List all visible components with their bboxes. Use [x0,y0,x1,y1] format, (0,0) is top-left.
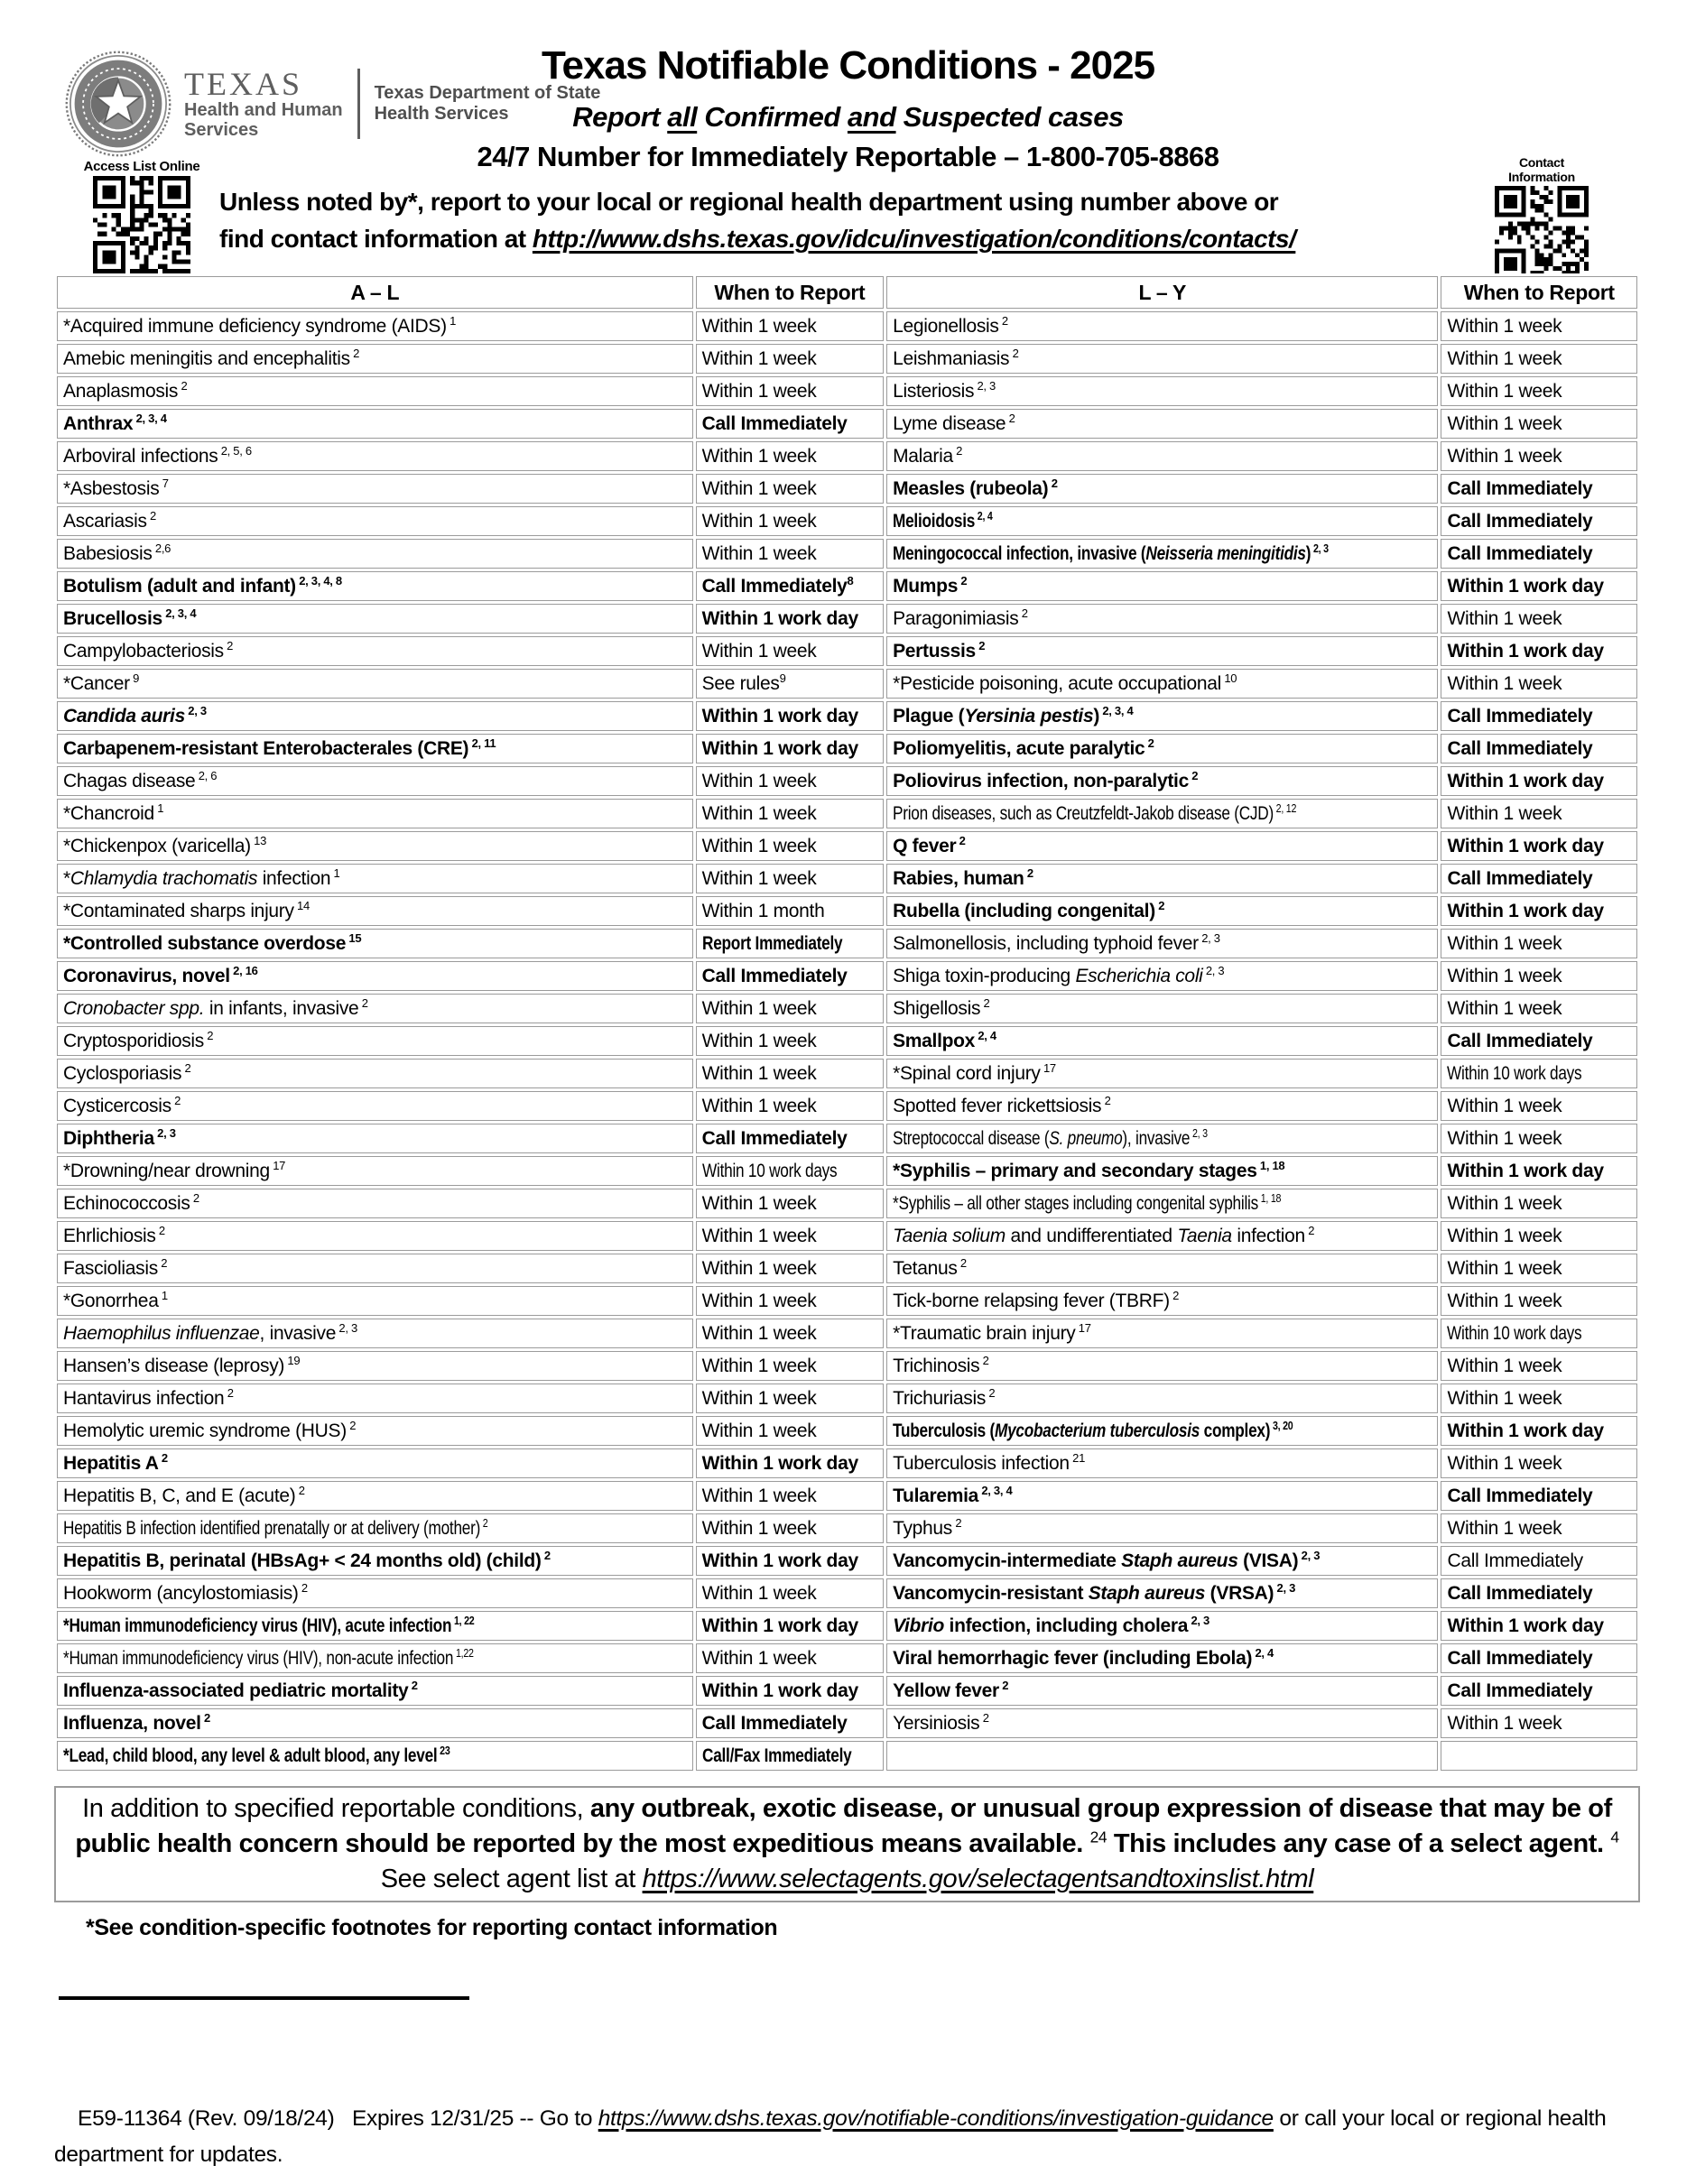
when-to-report-cell: Within 1 week [1441,929,1637,958]
table-row [57,734,1637,763]
when-to-report-cell: Call Immediately [1441,1578,1637,1608]
when-to-report-cell [1441,1741,1637,1771]
condition-cell: Viral hemorrhagic fever (including Ebola) $^{2, 4}$ [886,1643,1438,1673]
condition-cell: Salmonellosis, including typhoid fever $^{2, 3}$ [886,929,1438,958]
reporting-instruction: Unless noted by*, report to your local or regional health department using number above or find contact information at http://www.dshs.texas.gov/idcu/investigation/conditions/contacts/ [219,188,1296,253]
subtitle: Report all Confirmed and Suspected cases [572,101,1124,133]
table-row [57,701,1637,731]
table-row [57,409,1637,439]
footnote-separator [59,1996,469,2000]
condition-cell: *Lead, child blood, any level & adult blood, any level $^{23}$ [57,1741,693,1771]
condition-cell: Shigellosis $^2$ [886,994,1438,1023]
when-to-report-cell: Call Immediately [696,961,884,991]
when-to-report-cell: Within 1 week [1441,1384,1637,1413]
when-to-report-cell: Within 1 work day [696,1676,884,1706]
condition-cell: Paragonimiasis $^2$ [886,604,1438,634]
condition-cell: Yersiniosis $^2$ [886,1708,1438,1738]
table-row [57,1741,1637,1771]
condition-cell: Streptococcal disease (S. pneumo), invasive $^{2, 3}$ [886,1124,1438,1153]
table-row [57,1254,1637,1283]
condition-cell: Coronavirus, novel $^{2, 16}$ [57,961,693,991]
condition-cell: Mumps $^2$ [886,571,1438,601]
table-row [57,961,1637,991]
when-to-report-cell: Call/Fax Immediately [696,1741,884,1771]
table-row [57,766,1637,796]
condition-cell: Tularemia $^{2, 3, 4}$ [886,1481,1438,1511]
condition-cell: Chagas disease $^{2, 6}$ [57,766,693,796]
table-row [57,929,1637,958]
when-to-report-cell: Within 1 week [1441,1189,1637,1218]
when-to-report-cell: Within 1 week [696,539,884,569]
when-to-report-cell: Call Immediately [1441,734,1637,763]
when-to-report-cell: Within 1 week [696,1286,884,1316]
when-to-report-cell: Call Immediately$^8$ [696,571,884,601]
condition-cell: Fascioliasis $^2$ [57,1254,693,1283]
when-to-report-cell: Within 1 week [696,1026,884,1056]
table-row [57,1416,1637,1446]
table-row [57,1091,1637,1121]
condition-cell: Malaria $^2$ [886,441,1438,471]
condition-cell: Tuberculosis infection $^{21}$ [886,1448,1438,1478]
condition-cell: Echinococcosis $^2$ [57,1189,693,1218]
condition-cell: Spotted fever rickettsiosis $^2$ [886,1091,1438,1121]
condition-cell: Hantavirus infection $^2$ [57,1384,693,1413]
condition-cell: Vibrio infection, including cholera $^{2, 3}$ [886,1611,1438,1641]
when-to-report-cell: Within 1 week [696,864,884,893]
table-row [57,344,1637,374]
condition-cell: Tuberculosis (Mycobacterium tuberculosis complex) $^{3, 20}$ [886,1416,1438,1446]
condition-cell: Cyclosporiasis $^2$ [57,1059,693,1088]
when-to-report-cell: Within 1 week [1441,994,1637,1023]
notifiable-conditions-table [54,273,1640,1773]
when-to-report-cell: Within 1 work day [1441,1156,1637,1186]
condition-cell: *Syphilis – all other stages including congenital syphilis $^{1, 18}$ [886,1189,1438,1218]
condition-cell: Anthrax $^{2, 3, 4}$ [57,409,693,439]
condition-cell: Hepatitis B infection identified prenatally or at delivery (mother) $^2$ [57,1513,693,1543]
investigation-guidance-link[interactable]: https://www.dshs.texas.gov/notifiable-conditions/investigation-guidance [598,2106,1274,2131]
when-to-report-cell: Call Immediately [1441,1546,1637,1576]
when-to-report-cell: Within 1 week [1441,1708,1637,1738]
table-row [57,1124,1637,1153]
table-row [57,1026,1637,1056]
condition-cell: Cysticercosis $^2$ [57,1091,693,1121]
when-to-report-cell: Within 10 work days [1441,1319,1637,1348]
table-row [57,1286,1637,1316]
column-header-a-l: A – L [57,276,693,309]
when-to-report-cell: Call Immediately [1441,864,1637,893]
table-row [57,1676,1637,1706]
qr-contact-info-label: Contact Information [1508,155,1575,184]
table-header-row [57,276,1637,309]
qr-access-list-code-icon [83,176,200,273]
condition-cell: Measles (rubeola) $^2$ [886,474,1438,504]
condition-cell: Poliovirus infection, non-paralytic $^2$ [886,766,1438,796]
when-to-report-cell: Within 1 week [696,1059,884,1088]
condition-cell: *Spinal cord injury $^{17}$ [886,1059,1438,1088]
when-to-report-cell: Within 1 week [1441,1221,1637,1251]
condition-cell: Prion diseases, such as Creutzfeldt-Jakob disease (CJD) $^{2, 12}$ [886,799,1438,828]
condition-cell: Cryptosporidiosis $^2$ [57,1026,693,1056]
footnote-text: *See condition-specific footnotes for reporting contact information [86,1915,778,1940]
hhs-wordmark: TEXAS Health and Human Services [184,65,343,141]
condition-cell: Influenza, novel $^2$ [57,1708,693,1738]
condition-cell: *Chancroid $^1$ [57,799,693,828]
condition-cell: *Gonorrhea $^1$ [57,1286,693,1316]
condition-cell: Amebic meningitis and encephalitis $^2$ [57,344,693,374]
condition-cell: *Chickenpox (varicella) $^{13}$ [57,831,693,861]
when-to-report-cell: Within 1 week [696,1416,884,1446]
when-to-report-cell: Within 1 work day [1441,766,1637,796]
condition-cell: Lyme disease $^2$ [886,409,1438,439]
when-to-report-cell: Report Immediately [696,929,884,958]
when-to-report-cell: Within 1 week [696,1578,884,1608]
when-to-report-cell: Within 1 week [696,1643,884,1673]
when-to-report-cell: Call Immediately [1441,1026,1637,1056]
condition-cell: Tick-borne relapsing fever (TBRF) $^2$ [886,1286,1438,1316]
table-row [57,1481,1637,1511]
when-to-report-cell: Within 1 week [1441,604,1637,634]
condition-cell: Rabies, human $^2$ [886,864,1438,893]
table-row [57,1221,1637,1251]
column-header-when-left: When to Report [696,276,884,309]
when-to-report-cell: Within 1 week [696,1384,884,1413]
when-to-report-cell: Within 1 week [696,506,884,536]
table-row [57,1059,1637,1088]
table-row [57,441,1637,471]
when-to-report-cell: Within 1 week [696,1254,884,1283]
condition-cell: Babesiosis $^{2,6}$ [57,539,693,569]
when-to-report-cell: Within 1 work day [696,734,884,763]
when-to-report-cell: Within 1 week [696,766,884,796]
qr-contact-info [1487,155,1596,280]
when-to-report-cell: Within 1 week [696,636,884,666]
when-to-report-cell: Call Immediately [696,409,884,439]
condition-cell: Leishmaniasis $^2$ [886,344,1438,374]
table-row [57,1156,1637,1186]
when-to-report-cell: Within 1 week [696,994,884,1023]
when-to-report-cell: Within 1 work day [696,701,884,731]
when-to-report-cell: Within 1 week [696,344,884,374]
when-to-report-cell: Call Immediately [696,1124,884,1153]
table-row [57,539,1637,569]
when-to-report-cell: Within 1 week [1441,441,1637,471]
condition-cell: Poliomyelitis, acute paralytic $^2$ [886,734,1438,763]
when-to-report-cell: Within 1 week [696,474,884,504]
condition-cell: Rubella (including congenital) $^2$ [886,896,1438,926]
condition-cell: *Human immunodeficiency virus (HIV), non-acute infection $^{1,22}$ [57,1643,693,1673]
page-title: Texas Notifiable Conditions - 2025 [541,43,1155,88]
condition-cell: Hepatitis A $^2$ [57,1448,693,1478]
condition-cell: *Traumatic brain injury $^{17}$ [886,1319,1438,1348]
when-to-report-cell: Call Immediately [1441,1643,1637,1673]
when-to-report-cell: Call Immediately [1441,701,1637,731]
condition-cell: Carbapenem-resistant Enterobacterales (CRE) $^{2, 11}$ [57,734,693,763]
condition-cell: Trichuriasis $^2$ [886,1384,1438,1413]
when-to-report-cell: Within 1 week [696,799,884,828]
when-to-report-cell: Call Immediately [1441,1481,1637,1511]
when-to-report-cell: Within 1 week [1441,1513,1637,1543]
condition-cell: *Acquired immune deficiency syndrome (AIDS) $^1$ [57,311,693,341]
condition-cell: *Cancer $^9$ [57,669,693,699]
when-to-report-cell: Call Immediately [696,1708,884,1738]
when-to-report-cell: Within 1 work day [696,1546,884,1576]
condition-cell: Hemolytic uremic syndrome (HUS) $^2$ [57,1416,693,1446]
condition-cell: Cronobacter spp. in infants, invasive $^2$ [57,994,693,1023]
when-to-report-cell: Within 1 work day [1441,1611,1637,1641]
table-row [57,506,1637,536]
condition-cell: Plague (Yersinia pestis) $^{2, 3, 4}$ [886,701,1438,731]
condition-cell: *Drowning/near drowning $^{17}$ [57,1156,693,1186]
table-row [57,864,1637,893]
condition-cell: Trichinosis $^2$ [886,1351,1438,1381]
when-to-report-cell: Within 1 week [1441,409,1637,439]
condition-cell: *Pesticide poisoning, acute occupational $^{10}$ [886,669,1438,699]
table-row [57,1351,1637,1381]
table-row [57,994,1637,1023]
table-row [57,1578,1637,1608]
when-to-report-cell: Within 1 week [1441,799,1637,828]
table-row [57,896,1637,926]
condition-cell: Vancomycin-intermediate Staph aureus (VISA) $^{2, 3}$ [886,1546,1438,1576]
condition-cell: Anaplasmosis $^2$ [57,376,693,406]
when-to-report-cell: Within 1 week [696,441,884,471]
table-row [57,636,1637,666]
table-row [57,1189,1637,1218]
condition-cell: *Human immunodeficiency virus (HIV), acute infection $^{1, 22}$ [57,1611,693,1641]
table-row [57,376,1637,406]
when-to-report-cell: Within 1 week [1441,376,1637,406]
when-to-report-cell: Within 1 week [1441,1091,1637,1121]
condition-cell: Q fever $^2$ [886,831,1438,861]
when-to-report-cell: Within 1 work day [1441,896,1637,926]
table-row [57,1546,1637,1576]
condition-cell: Legionellosis $^2$ [886,311,1438,341]
when-to-report-cell: Within 1 week [696,376,884,406]
when-to-report-cell: Within 1 week [1441,961,1637,991]
table-row [57,311,1637,341]
when-to-report-cell: Within 1 work day [1441,831,1637,861]
column-header-l-y: L – Y [886,276,1438,309]
condition-cell: Vancomycin-resistant Staph aureus (VRSA) $^{2, 3}$ [886,1578,1438,1608]
table-row [57,604,1637,634]
table-row [57,1611,1637,1641]
when-to-report-cell: Within 1 week [696,1091,884,1121]
when-to-report-cell: Within 1 week [696,1513,884,1543]
when-to-report-cell: Within 1 week [696,1221,884,1251]
when-to-report-cell: Within 1 month [696,896,884,926]
when-to-report-cell: See rules$^9$ [696,669,884,699]
condition-cell: Hookworm (ancylostomiasis) $^2$ [57,1578,693,1608]
when-to-report-cell: Within 10 work days [1441,1059,1637,1088]
condition-cell: *Contaminated sharps injury $^{14}$ [57,896,693,926]
condition-cell: Arboviral infections $^{2, 5, 6}$ [57,441,693,471]
table-row [57,1643,1637,1673]
condition-cell: Ehrlichiosis $^2$ [57,1221,693,1251]
condition-cell: Hansen’s disease (leprosy) $^{19}$ [57,1351,693,1381]
condition-cell: Hepatitis B, C, and E (acute) $^2$ [57,1481,693,1511]
document-footer: E59-11364 (Rev. 09/18/24) Expires 12/31/25 -- Go to https://www.dshs.texas.gov/notifiable-conditions/investigation-guidance or call your local or regional health department for updates. [54,2106,1612,2167]
table-row [57,799,1637,828]
when-to-report-cell: Call Immediately [1441,539,1637,569]
table-row [57,1708,1637,1738]
when-to-report-cell: Call Immediately [1441,474,1637,504]
hotline-number: 24/7 Number for Immediately Reportable – 1-800-705-8868 [477,141,1219,172]
qr-contact-info-code-icon [1487,186,1596,280]
condition-cell: Yellow fever $^2$ [886,1676,1438,1706]
when-to-report-cell: Within 1 week [1441,1351,1637,1381]
condition-cell: *Chlamydia trachomatis infection $^1$ [57,864,693,893]
when-to-report-cell: Call Immediately [1441,506,1637,536]
condition-cell: Typhus $^2$ [886,1513,1438,1543]
when-to-report-cell: Within 1 week [1441,1448,1637,1478]
qr-access-list-label: Access List Online [83,159,200,174]
contacts-link[interactable]: http://www.dshs.texas.gov/idcu/investigation/conditions/contacts/ [532,225,1296,253]
condition-cell: Melioidosis $^{2, 4}$ [886,506,1438,536]
when-to-report-cell: Within 1 work day [1441,571,1637,601]
table-row [57,1384,1637,1413]
hhs-name: TEXAS [184,65,302,102]
when-to-report-cell: Within 1 week [1441,669,1637,699]
condition-cell: Taenia solium and undifferentiated Taenia infection $^2$ [886,1221,1438,1251]
when-to-report-cell: Within 1 work day [696,1611,884,1641]
when-to-report-cell: Within 10 work days [696,1156,884,1186]
table-row [57,669,1637,699]
condition-cell: *Syphilis – primary and secondary stages $^{1, 18}$ [886,1156,1438,1186]
qr-access-list [83,159,200,273]
condition-cell: Ascariasis $^2$ [57,506,693,536]
condition-cell: Diphtheria $^{2, 3}$ [57,1124,693,1153]
table-row [57,1448,1637,1478]
condition-cell: *Asbestosis $^7$ [57,474,693,504]
when-to-report-cell: Within 1 week [1441,1124,1637,1153]
when-to-report-cell: Within 1 week [1441,311,1637,341]
condition-cell: *Controlled substance overdose $^{15}$ [57,929,693,958]
outbreak-notice: In addition to specified reportable conditions, any outbreak, exotic disease, or unusual group expression of disease that may be of public health concern should be reported by the most expeditious means available. $^{24}$ This includes any case of a select agent. $^4$ See select agent list at https://www.selectagents.gov/selectagentsandtoxinslist.html [54,1786,1640,1902]
condition-cell: Campylobacteriosis $^2$ [57,636,693,666]
condition-cell: Botulism (adult and infant) $^{2, 3, 4, 8}$ [57,571,693,601]
condition-cell: Listeriosis $^{2, 3}$ [886,376,1438,406]
condition-cell: Pertussis $^2$ [886,636,1438,666]
when-to-report-cell: Within 1 week [696,1189,884,1218]
when-to-report-cell: Within 1 week [1441,1286,1637,1316]
condition-cell: Smallpox $^{2, 4}$ [886,1026,1438,1056]
when-to-report-cell: Within 1 week [1441,1254,1637,1283]
table-row [57,474,1637,504]
when-to-report-cell: Within 1 week [1441,344,1637,374]
condition-cell: Hepatitis B, perinatal (HBsAg+ < 24 months old) (child) $^2$ [57,1546,693,1576]
dshs-wordmark: Texas Department of State Health Services [374,83,601,124]
when-to-report-cell: Within 1 week [696,1351,884,1381]
condition-cell: Shiga toxin-producing Escherichia coli $^{2, 3}$ [886,961,1438,991]
select-agent-link[interactable]: https://www.selectagents.gov/selectagentsandtoxinslist.html [642,1865,1314,1893]
condition-cell: Meningococcal infection, invasive (Neisseria meningitidis) $^{2, 3}$ [886,539,1438,569]
when-to-report-cell: Within 1 work day [1441,636,1637,666]
column-header-when-right: When to Report [1441,276,1637,309]
table-row [57,831,1637,861]
when-to-report-cell: Within 1 week [696,311,884,341]
when-to-report-cell: Within 1 week [696,831,884,861]
table-row [57,571,1637,601]
condition-cell: Brucellosis $^{2, 3, 4}$ [57,604,693,634]
condition-cell: Influenza-associated pediatric mortality $^2$ [57,1676,693,1706]
condition-cell: Haemophilus influenzae, invasive $^{2, 3}$ [57,1319,693,1348]
condition-cell [886,1741,1438,1771]
when-to-report-cell: Within 1 work day [696,604,884,634]
table-row [57,1513,1637,1543]
when-to-report-cell: Within 1 week [696,1481,884,1511]
when-to-report-cell: Call Immediately [1441,1676,1637,1706]
table-row [57,1319,1637,1348]
when-to-report-cell: Within 1 work day [696,1448,884,1478]
when-to-report-cell: Within 1 week [696,1319,884,1348]
condition-cell: Tetanus $^2$ [886,1254,1438,1283]
condition-cell: Candida auris $^{2, 3}$ [57,701,693,731]
when-to-report-cell: Within 1 work day [1441,1416,1637,1446]
